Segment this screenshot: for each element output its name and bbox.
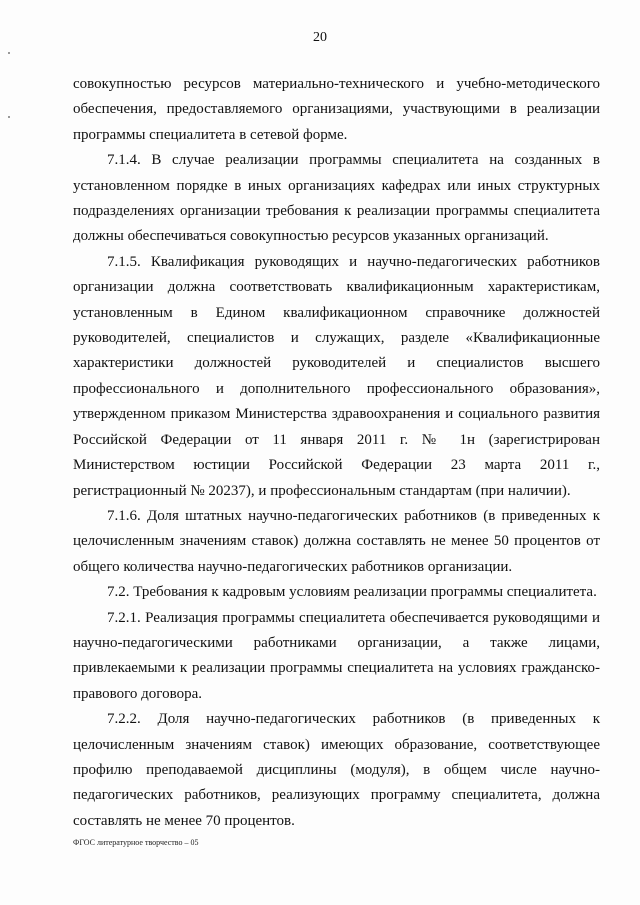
footer-note: ФГОС литературное творчество – 05: [73, 838, 199, 847]
page-number: 20: [313, 30, 327, 45]
paragraph: 7.1.4. В случае реализации программы специалитета на созданных в установленном порядке в иных организациях кафедрах или иных структурных подразделениях организации требования к реализации программы специалитета должны обеспечиваться совокупностью ресурсов указанных организаций.: [73, 152, 600, 245]
paragraph: 7.1.6. Доля штатных научно-педагогических работников (в приведенных к целочисленным значениям ставок) должна составлять не менее 50 процентов от общего количества научно-педагогических работников организации.: [73, 507, 600, 575]
scan-artifact: [8, 116, 10, 118]
paragraph: 7.2.2. Доля научно-педагогических работников (в приведенных к целочисленным значениям ставок) имеющих образование, соответствующее профилю преподаваемой дисциплины (модуля), в общем числе научно-педагогических работников, реализующих программу специалитета, должна составлять не менее 70 процентов.: [73, 711, 600, 829]
paragraph: 7.1.5. Квалификация руководящих и научно-педагогических работников организации должна соответствовать квалификационным характеристикам, установленным в Едином квалификационном справочнике должностей руководителей, специалистов и служащих, разделе «Квалификационные характеристики должностей руководителей и специалистов высшего профессионального и дополнительного профессионального образования», утвержденном приказом Министерства здравоохранения и социального развития Российской Федерации от 11 января 2011 г. № 1н (зарегистрирован Министерством юстиции Российской Федерации 23 марта 2011 г., регистрационный № 20237), и профессиональным стандартам (при наличии).: [73, 253, 600, 499]
document-body: [73, 72, 600, 834]
scan-artifact: [8, 52, 10, 54]
paragraph: совокупностью ресурсов материально-технического и учебно-методического обеспечения, предоставляемого организациями, участвующими в реализации программы специалитета в сетевой форме.: [73, 76, 600, 143]
paragraph: 7.2. Требования к кадровым условиям реализации программы специалитета.: [107, 584, 597, 601]
paragraph: 7.2.1. Реализация программы специалитета обеспечивается руководящими и научно-педагогическими работниками организации, а также лицами, привлекаемыми к реализации программы специалитета на условиях гражданско-правового договора.: [73, 609, 600, 702]
